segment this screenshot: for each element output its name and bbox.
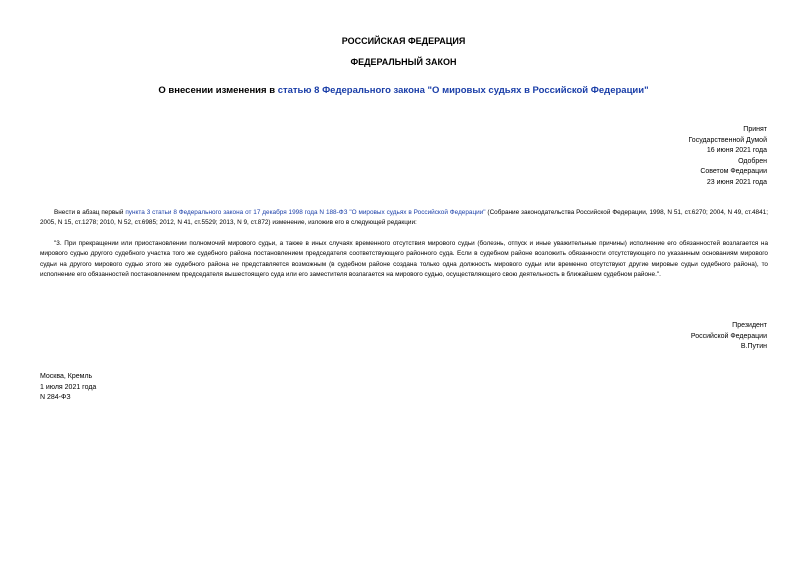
law-title-prefix: О внесении изменения в [158, 85, 278, 96]
body-paragraph-1 [40, 208, 768, 229]
adoption-line-5: Советом Федерации [700, 168, 767, 176]
adoption-line-3: 16 июня 2021 года [706, 147, 767, 155]
signature-block [691, 321, 767, 353]
date: 1 июля 2021 года [40, 383, 97, 391]
law-number: N 284-ФЗ [40, 394, 71, 402]
law-title-link[interactable]: статью 8 Федерального закона "О мировых судьях в Российской Федерации" [277, 85, 649, 96]
law-title [0, 85, 807, 96]
body-paragraph-2: "3. При прекращении или приостановлении полномочий мирового судьи, а также в иных случаях временного отсутствия мирового судьи (болезнь, отпуск и иные уважительные причины) исполнение его обязанностей возлагается на мирового судью другого судебного участка того же судебного района постановлением председателя соответствующего районного суда. Если в судебном районе возложить обязанности отсутствующего по указанным основаниям мирового судьи на другого мирового судью этого же судебного района не представляется возможным (в судебном районе создана только одна должность мирового судьи или временно отсутствуют другие мировые судьи судебного района), то исполнение его обязанностей постановлением председателя вышестоящего суда или его заместителя возлагается на мирового судью, осуществляющего свою деятельность в ближайшем судебном районе.". [40, 240, 768, 278]
adoption-block [688, 125, 767, 189]
adoption-line-6: 23 июня 2021 года [706, 178, 767, 186]
adoption-line-2: Государственной Думой [688, 136, 767, 144]
adoption-line-4: Одобрен [738, 157, 767, 165]
place-date-block [40, 372, 96, 404]
country-heading: РОССИЙСКАЯ ФЕДЕРАЦИЯ [341, 36, 466, 46]
signature-line-3: В.Путин [740, 343, 767, 351]
signature-line-2: Российской Федерации [690, 332, 767, 340]
signature-line-1: Президент [732, 322, 767, 329]
p1-link[interactable]: пункта 3 статьи 8 Федерального закона от 17 декабря 1998 года N 188-ФЗ "О мировых судьях в Российской Федерации" [125, 209, 486, 216]
p1-suffix: (Собрание законодательства Российской Федерации, 1998, N 51, ст.6270; 2004, N 49, ст.4841; 2005, N 15, ст.1278; 2010, N 52, ст.6985; 2012, N 41, ст.5529; 2013, N 9, ст.872) изменение, изложив его в следующей редакции: [40, 209, 768, 227]
p1-prefix: Внести в абзац первый [54, 209, 126, 216]
place: Москва, Кремль [40, 373, 93, 380]
doc-type-heading: ФЕДЕРАЛЬНЫЙ ЗАКОН [350, 57, 457, 67]
adoption-line-1: Принят [743, 126, 767, 133]
